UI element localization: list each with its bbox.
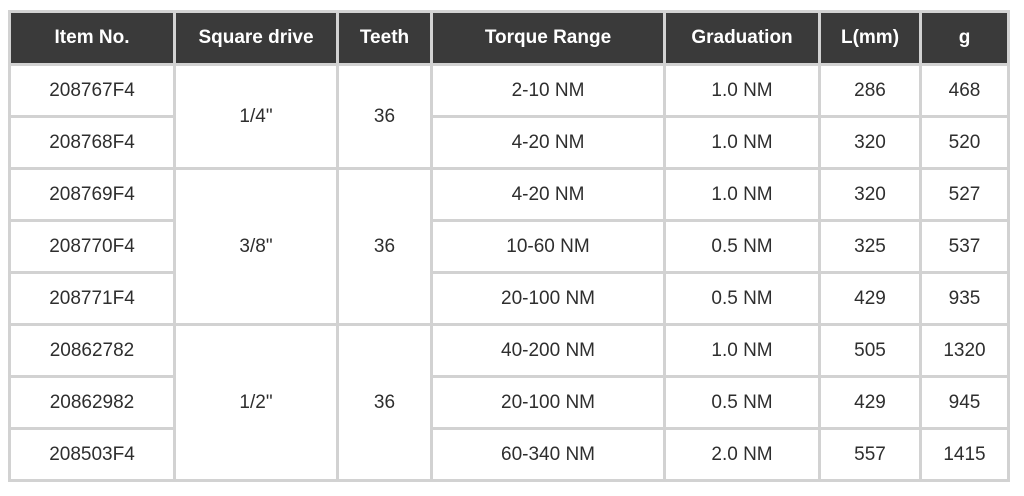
- graduation-cell: 1.0 NM: [666, 66, 818, 115]
- header-teeth: Teeth: [339, 13, 430, 63]
- table-row: [11, 170, 1007, 219]
- header-torque-range: Torque Range: [433, 13, 663, 63]
- square-drive-cell: 1/4": [176, 66, 336, 167]
- header-graduation: Graduation: [666, 13, 818, 63]
- weight-cell: 537: [922, 222, 1007, 271]
- torque-range-cell: 4-20 NM: [433, 118, 663, 167]
- weight-cell: 1415: [922, 430, 1007, 479]
- item-no-cell: 20862982: [11, 378, 173, 427]
- item-no-cell: 208771F4: [11, 274, 173, 323]
- length-cell: 429: [821, 378, 919, 427]
- table-body: [11, 66, 1007, 479]
- item-no-cell: 20862782: [11, 326, 173, 375]
- item-no-cell: 208768F4: [11, 118, 173, 167]
- table-row: [11, 118, 1007, 167]
- table-row: [11, 430, 1007, 479]
- item-no-cell: 208770F4: [11, 222, 173, 271]
- length-cell: 557: [821, 430, 919, 479]
- table-row: [11, 222, 1007, 271]
- torque-wrench-spec-table: [8, 10, 1010, 482]
- weight-cell: 527: [922, 170, 1007, 219]
- graduation-cell: 1.0 NM: [666, 170, 818, 219]
- torque-range-cell: 60-340 NM: [433, 430, 663, 479]
- header-square-drive: Square drive: [176, 13, 336, 63]
- weight-cell: 520: [922, 118, 1007, 167]
- length-cell: 505: [821, 326, 919, 375]
- length-cell: 320: [821, 170, 919, 219]
- teeth-cell: 36: [339, 326, 430, 479]
- item-no-cell: 208769F4: [11, 170, 173, 219]
- torque-range-cell: 2-10 NM: [433, 66, 663, 115]
- graduation-cell: 1.0 NM: [666, 118, 818, 167]
- length-cell: 429: [821, 274, 919, 323]
- torque-range-cell: 10-60 NM: [433, 222, 663, 271]
- table-row: [11, 66, 1007, 115]
- length-cell: 325: [821, 222, 919, 271]
- weight-cell: 1320: [922, 326, 1007, 375]
- header-item-no: Item No.: [11, 13, 173, 63]
- item-no-cell: 208503F4: [11, 430, 173, 479]
- graduation-cell: 0.5 NM: [666, 274, 818, 323]
- header-row: [11, 13, 1007, 63]
- teeth-cell: 36: [339, 66, 430, 167]
- table-row: [11, 326, 1007, 375]
- weight-cell: 945: [922, 378, 1007, 427]
- graduation-cell: 1.0 NM: [666, 326, 818, 375]
- length-cell: 320: [821, 118, 919, 167]
- graduation-cell: 0.5 NM: [666, 378, 818, 427]
- table-row: [11, 274, 1007, 323]
- length-cell: 286: [821, 66, 919, 115]
- header-weight: g: [922, 13, 1007, 63]
- item-no-cell: 208767F4: [11, 66, 173, 115]
- square-drive-cell: 3/8": [176, 170, 336, 323]
- torque-range-cell: 20-100 NM: [433, 378, 663, 427]
- teeth-cell: 36: [339, 170, 430, 323]
- torque-range-cell: 4-20 NM: [433, 170, 663, 219]
- square-drive-cell: 1/2": [176, 326, 336, 479]
- graduation-cell: 0.5 NM: [666, 222, 818, 271]
- torque-range-cell: 40-200 NM: [433, 326, 663, 375]
- table-row: [11, 378, 1007, 427]
- graduation-cell: 2.0 NM: [666, 430, 818, 479]
- weight-cell: 468: [922, 66, 1007, 115]
- spec-table-container: [8, 10, 1010, 482]
- header-length: L(mm): [821, 13, 919, 63]
- torque-range-cell: 20-100 NM: [433, 274, 663, 323]
- weight-cell: 935: [922, 274, 1007, 323]
